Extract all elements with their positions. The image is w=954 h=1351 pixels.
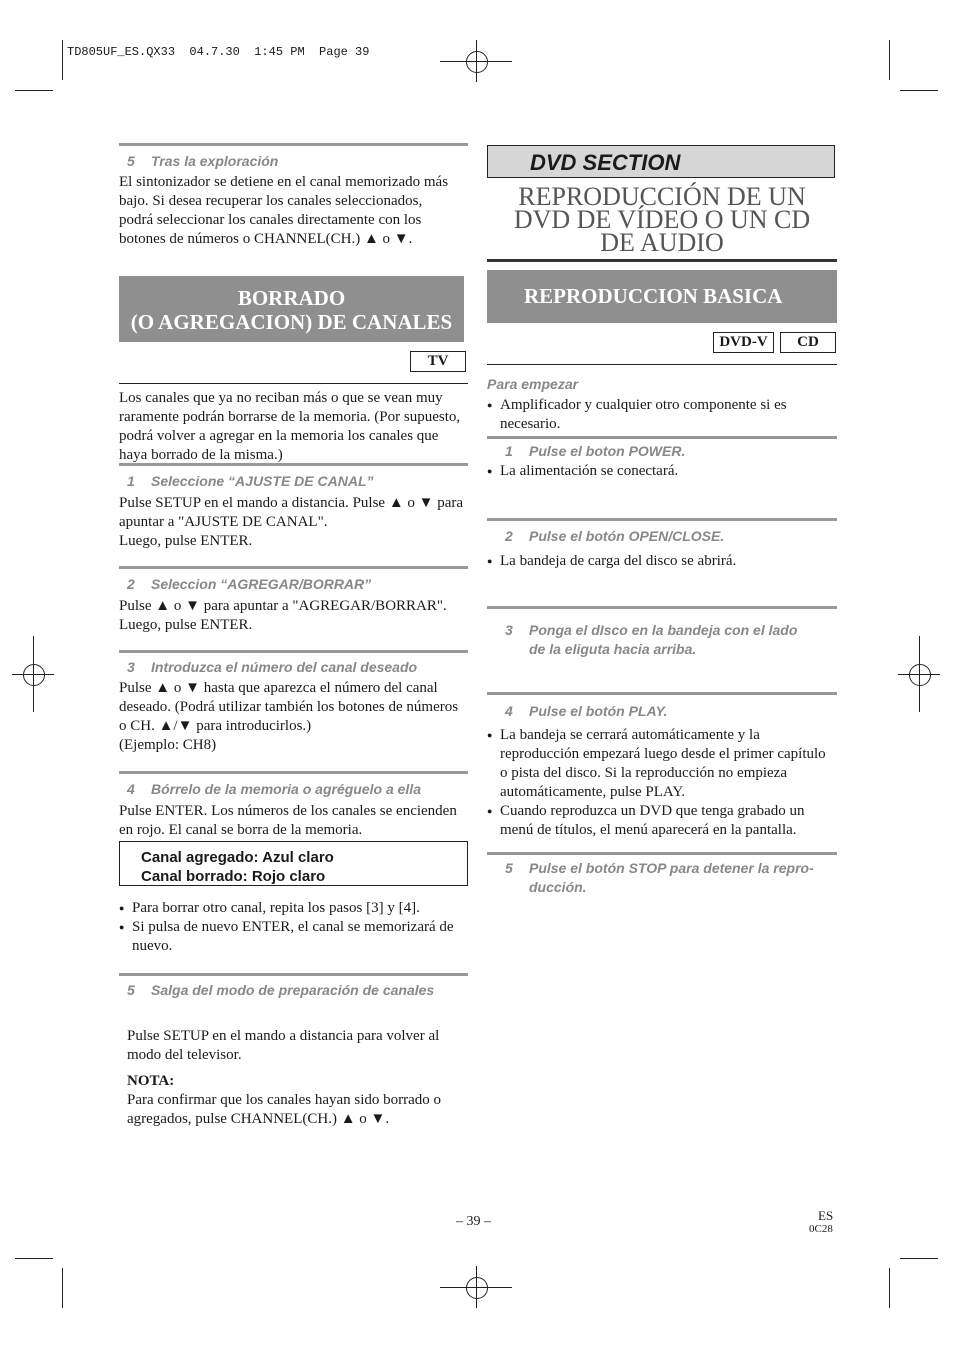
bullet-item: ● Si pulsa de nuevo ENTER, el canal se memorizará de nuevo.	[119, 918, 464, 956]
section-divider	[119, 973, 468, 976]
page-number: – 39 –	[456, 1214, 491, 1229]
section-divider	[119, 143, 468, 146]
step-heading: 1 Seleccione “AJUSTE DE CANAL”	[127, 473, 374, 489]
section-divider	[487, 436, 837, 439]
step-line: Luego, pulse ENTER.	[119, 533, 253, 549]
step-text	[119, 494, 464, 551]
crop-mark	[62, 40, 63, 80]
title-rule	[487, 259, 837, 262]
page-title	[487, 182, 837, 257]
bullet-text: ● La alimentación se conectará.	[487, 462, 832, 481]
note-bullets	[119, 899, 464, 956]
title-line: REPRODUCCIÓN DE UN	[518, 182, 806, 211]
section-divider	[119, 650, 468, 653]
step-heading: 5 Pulse el botón STOP para detener la repro- ducción.	[505, 859, 840, 897]
step-heading: 3 Introduzca el número del canal deseado	[127, 659, 418, 675]
intro-text: Los canales que ya no reciban más o que se vean muy raramente podrán borrarse de la memoria. (Por supuesto, podrá volver a agregar en la memoria los canales que haya borrado de la misma.)	[119, 390, 461, 463]
section-divider	[119, 463, 468, 466]
cd-tag: CD	[780, 332, 836, 353]
step-heading: 3 Ponga el dIsco en la bandeja con el lado de la eliguta hacia arriba.	[505, 621, 840, 659]
subheading: Para empezar	[487, 376, 579, 392]
crop-mark	[900, 1258, 938, 1259]
banner-line: (O AGREGACION) DE CANALES	[130, 310, 453, 334]
registration-mark-icon	[23, 664, 45, 686]
step-text: El sintonizador se detiene en el canal memorizado más bajo. Si desea recuperar los canales seleccionados, podrá seleccionar los canales directamente con los botones de números o CHANNEL(CH.) ▲ o ▼.	[119, 174, 449, 247]
step-text: Pulse ▲ o ▼ para apuntar a "AGREGAR/BORRAR". Luego, pulse ENTER.	[119, 598, 447, 633]
section-divider	[119, 771, 468, 774]
section-banner	[119, 276, 464, 342]
crop-mark	[62, 1268, 63, 1308]
section-divider	[119, 566, 468, 569]
bullet-item	[487, 552, 832, 571]
note-text: Para confirmar que los canales hayan sido borrado o agregados, pulse CHANNEL(CH.) ▲ o ▼.	[127, 1092, 442, 1127]
section-divider	[487, 606, 837, 609]
step-heading: 1 Pulse el boton POWER.	[505, 443, 686, 459]
note-label: NOTA:	[127, 1073, 175, 1089]
crop-mark	[889, 40, 890, 80]
registration-mark-icon	[466, 1277, 488, 1299]
step-text: Pulse SETUP en el mando a distancia para volver al modo del televisor.	[127, 1028, 440, 1063]
section-divider	[487, 518, 837, 521]
registration-line	[476, 1266, 477, 1308]
bullet-text: ● La bandeja de carga del disco se abrirá.	[487, 552, 832, 571]
registration-line	[919, 636, 920, 712]
step-text	[119, 679, 464, 755]
step-heading: 5 Tras la exploración	[127, 153, 279, 169]
crop-mark	[15, 90, 53, 91]
crop-mark	[15, 1258, 53, 1259]
title-line: DE AUDIO	[600, 228, 724, 257]
print-slug: TD805UF_ES.QX33 04.7.30 1:45 PM Page 39	[67, 45, 370, 59]
step-heading: 5 Salga del modo de preparación de canales	[127, 982, 435, 998]
step-heading-line: de la eliguta hacia arriba.	[529, 641, 697, 657]
registration-line	[33, 636, 34, 712]
color-legend-box	[119, 841, 468, 886]
step-heading: 4 Pulse el botón PLAY.	[505, 703, 668, 719]
title-line: DVD DE VÍDEO O UN CD	[513, 205, 811, 234]
section-divider	[487, 852, 837, 855]
registration-mark-icon	[909, 664, 931, 686]
legend-line: Canal agregado: Azul claro	[141, 849, 334, 866]
dvd-v-tag: DVD-V	[713, 332, 774, 353]
registration-line	[476, 40, 477, 82]
step-heading-line: ducción.	[529, 879, 587, 895]
bullet-text: ● Amplificador y cualquier otro componente si es necesario.	[487, 396, 832, 434]
step-line: Pulse SETUP en el mando a distancia. Pulse ▲ o ▼ para apuntar a "AJUSTE DE CANAL".	[119, 495, 464, 530]
divider	[487, 364, 837, 365]
crop-mark	[900, 90, 938, 91]
tv-tag: TV	[410, 351, 466, 372]
language-code: ES	[818, 1208, 834, 1223]
bullet-item: ● Para borrar otro canal, repita los pasos [3] y [4].	[119, 899, 464, 918]
section-divider	[487, 692, 837, 695]
bullet-item: ● Cuando reproduzca un DVD que tenga grabado un menú de títulos, el menú aparecerá en la pantalla.	[487, 802, 832, 840]
step-heading: 2 Seleccion “AGREGAR/BORRAR”	[127, 576, 372, 592]
dvd-section-header: DVD SECTION	[487, 145, 835, 178]
step-heading: 2 Pulse el botón OPEN/CLOSE.	[505, 528, 725, 544]
step-line: Pulse ▲ o ▼ hasta que aparezca el número del canal deseado. (Podrá utilizar también los botones de números o CH. ▲/▼ para introducirlos.)	[119, 680, 459, 734]
step-bullets	[487, 726, 832, 840]
registration-mark-icon	[466, 51, 488, 73]
bullet-item: ● La bandeja se cerrará automáticamente y la reproducción empezará luego desde el primer capítulo o pista del disco. Si la reproducción no empieza automáticamente, pulse PLAY.	[487, 726, 832, 802]
bullet-item	[487, 462, 832, 481]
step-heading: 4 Bórrelo de la memoria o agréguelo a ella	[127, 781, 421, 797]
legend-line: Canal borrado: Rojo claro	[141, 868, 326, 885]
bullet-item	[487, 396, 832, 434]
doc-code: 0C28	[809, 1223, 833, 1235]
step-text: Pulse ENTER. Los números de los canales se encienden en rojo. El canal se borra de la memoria.	[119, 803, 457, 838]
banner-line: BORRADO	[237, 286, 346, 310]
step-line: (Ejemplo: CH8)	[119, 737, 217, 753]
crop-mark	[889, 1268, 890, 1308]
divider	[119, 383, 468, 384]
section-banner: REPRODUCCION BASICA	[487, 270, 837, 323]
